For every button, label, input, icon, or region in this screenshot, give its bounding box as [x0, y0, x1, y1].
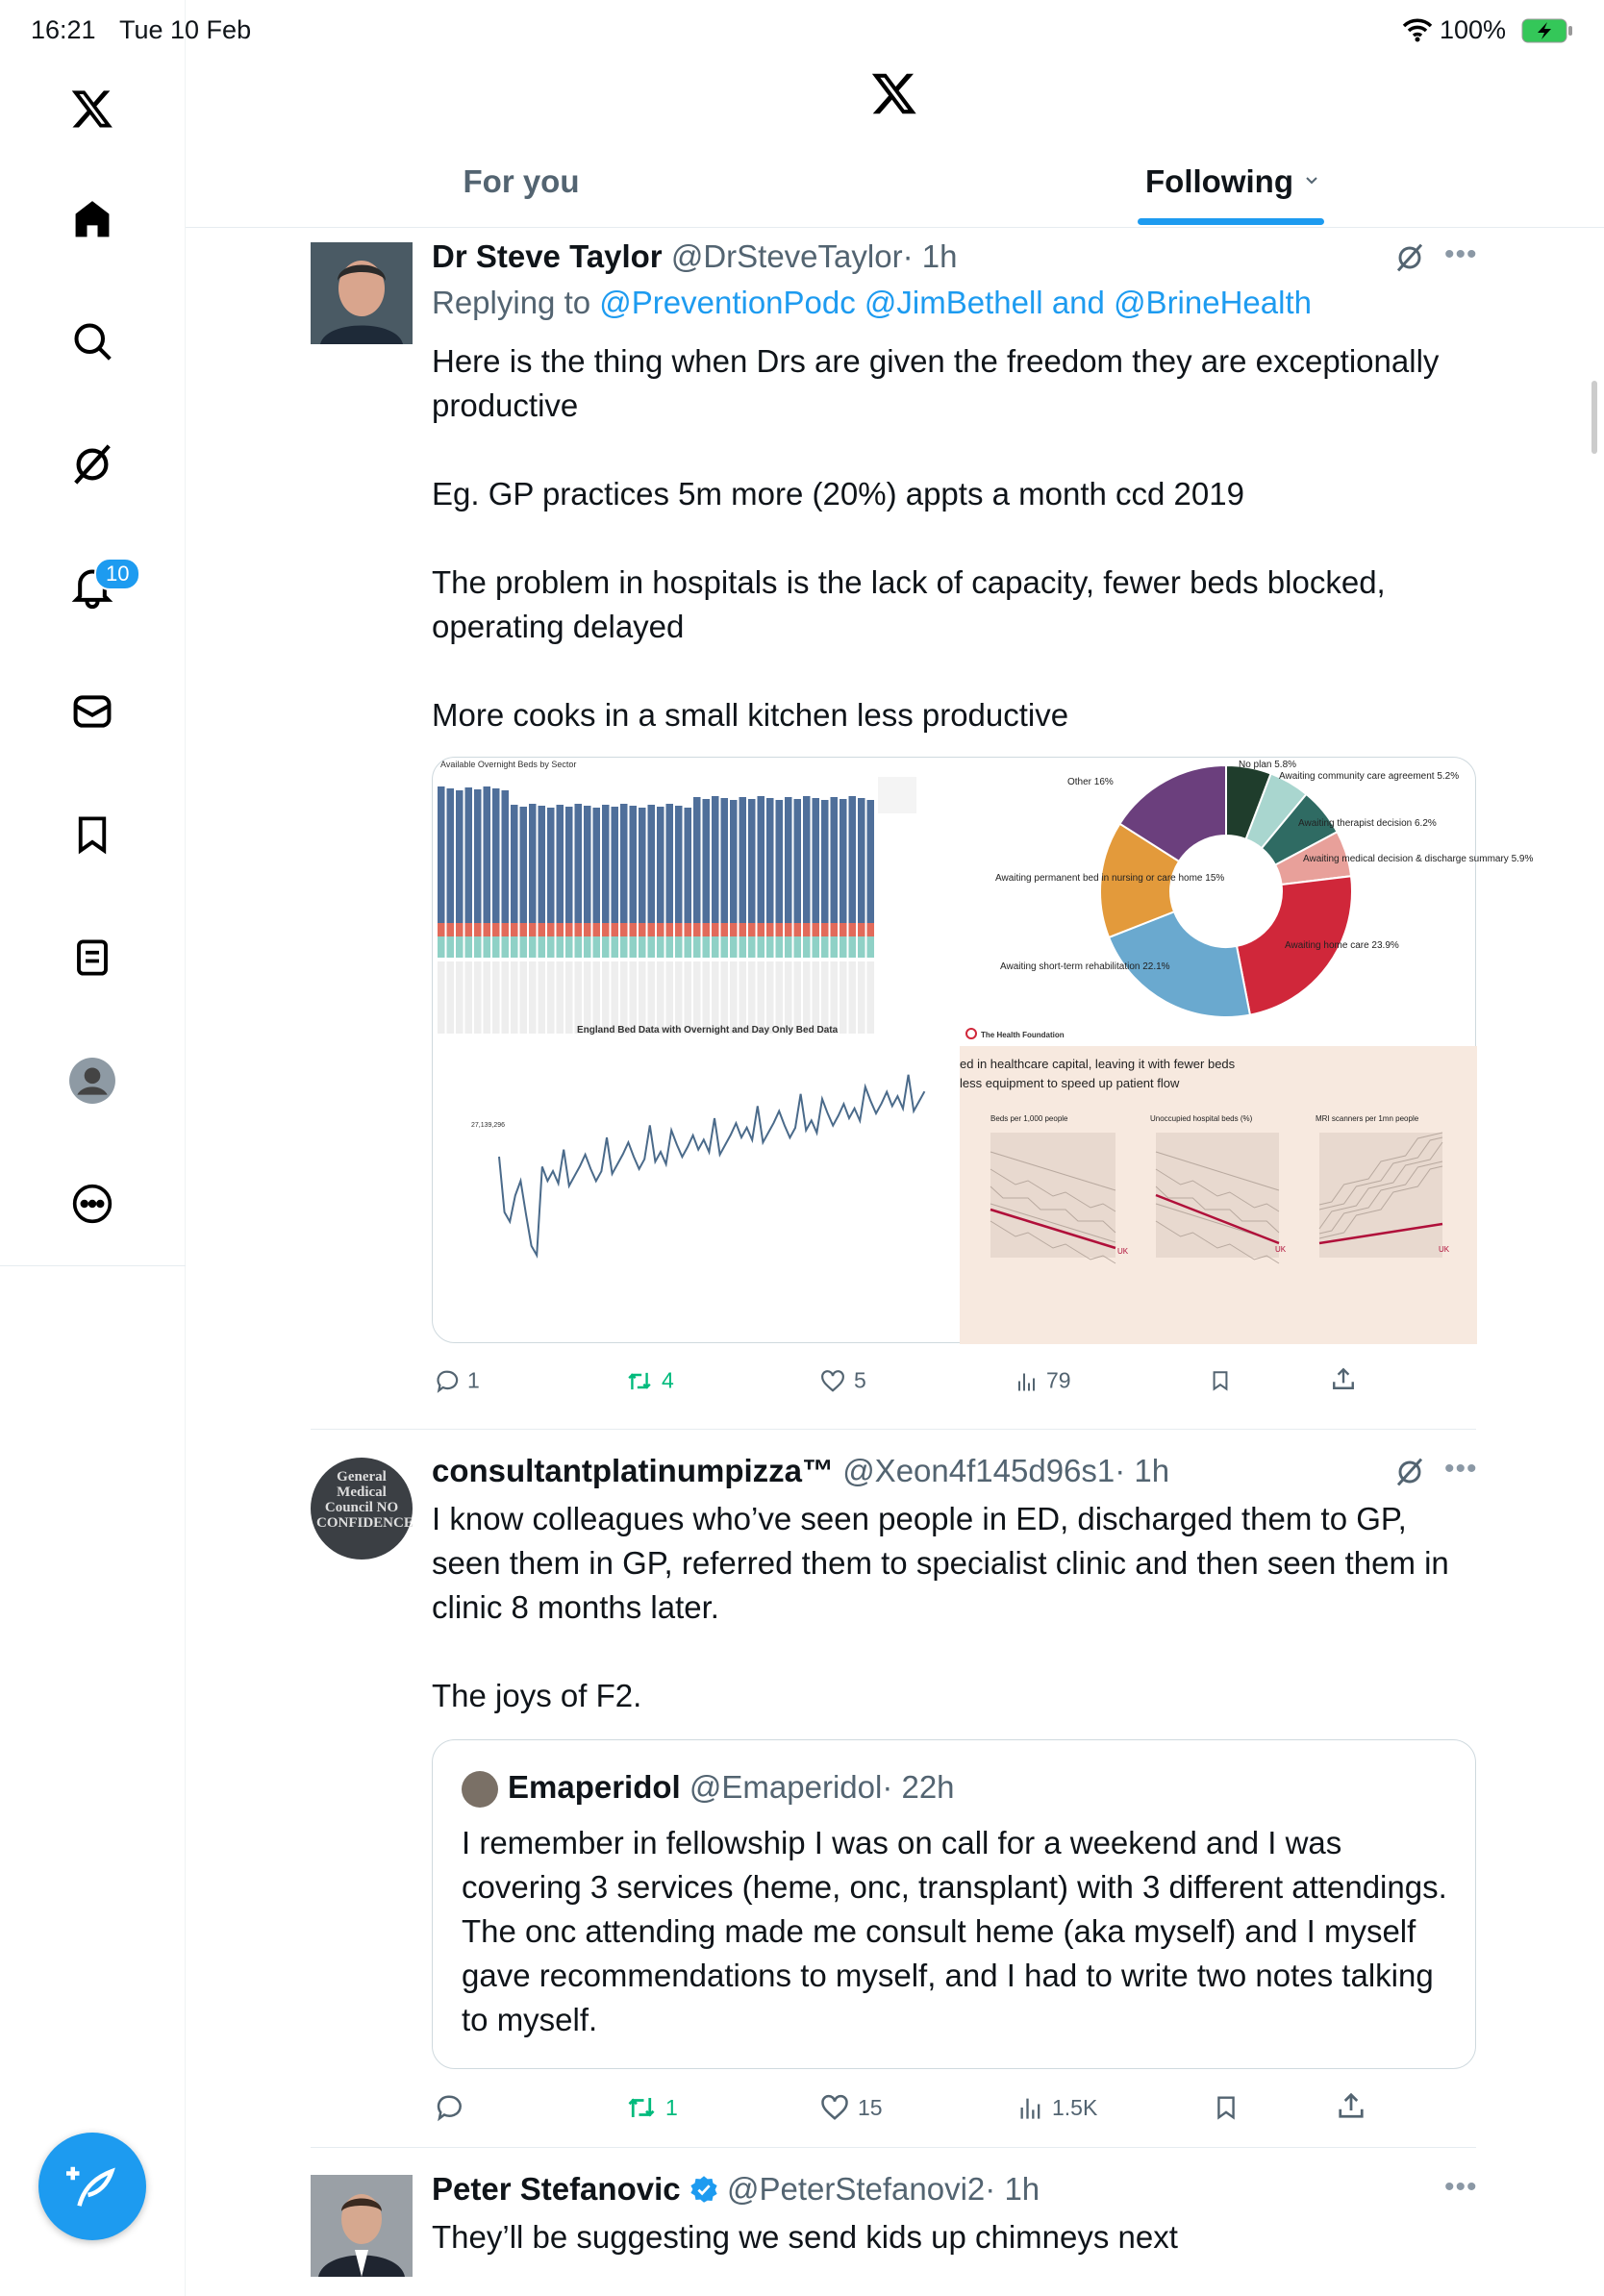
- bar: [703, 799, 711, 923]
- mention-link[interactable]: @PreventionPodc: [599, 285, 856, 320]
- avatar[interactable]: [311, 2175, 413, 2277]
- x-header-logo-icon[interactable]: [870, 69, 918, 122]
- bar-segment: [575, 923, 583, 936]
- bar-segment: [831, 936, 839, 958]
- bar-segment: [539, 936, 546, 958]
- bar: [693, 797, 701, 923]
- bar-segment: [867, 936, 875, 958]
- bar-label: [858, 961, 865, 1034]
- bar-label: [557, 961, 564, 1034]
- bar-segment: [520, 936, 528, 958]
- bar-label: [776, 961, 784, 1034]
- bar-segment: [803, 923, 811, 936]
- bar-segment: [456, 923, 464, 936]
- bar: [739, 797, 747, 923]
- bar-segment: [739, 923, 747, 936]
- bar-label: [693, 961, 701, 1034]
- bar-label: [739, 961, 747, 1034]
- bar: [438, 786, 445, 923]
- bar-segment: [438, 936, 445, 958]
- bar-label: [511, 961, 518, 1034]
- uk-label: UK: [1117, 1247, 1129, 1256]
- messages-icon[interactable]: [63, 683, 121, 740]
- bar: [685, 808, 692, 923]
- bar-segment: [675, 923, 683, 936]
- compose-post-button[interactable]: [38, 2133, 146, 2240]
- bar-label: [685, 961, 692, 1034]
- bar-segment: [693, 936, 701, 958]
- bar-segment: [584, 936, 591, 958]
- bar-label: [766, 961, 774, 1034]
- bar-segment: [520, 923, 528, 936]
- panel-background: [1319, 1133, 1442, 1258]
- bar-chart-title: Available Overnight Beds by Sector: [440, 760, 577, 769]
- share-button[interactable]: [1331, 1366, 1356, 1391]
- active-tab-indicator: [1138, 218, 1324, 225]
- bar-segment: [593, 936, 601, 958]
- bar-segment: [748, 936, 756, 958]
- line-series: [499, 1075, 924, 1256]
- bar-segment: [529, 923, 537, 936]
- bar-segment: [539, 923, 546, 936]
- bar: [529, 804, 537, 923]
- bar: [821, 800, 829, 923]
- mention-link[interactable]: @BrineHealth: [1114, 285, 1312, 320]
- bar-segment: [813, 923, 820, 936]
- mention-link[interactable]: @JimBethell: [864, 285, 1043, 320]
- bar-label: [584, 961, 591, 1034]
- bar-segment: [794, 936, 802, 958]
- lists-icon[interactable]: [63, 929, 121, 986]
- bookmarks-icon[interactable]: [63, 806, 121, 863]
- bar-segment: [840, 923, 847, 936]
- bar-label: [474, 961, 482, 1034]
- donut-label: Awaiting permanent bed in nursing or care home 15%: [995, 873, 1225, 884]
- bar-segment: [511, 936, 518, 958]
- bar-segment: [630, 923, 638, 936]
- bar: [794, 799, 802, 923]
- bar-segment: [685, 936, 692, 958]
- views-button[interactable]: 79: [1015, 1368, 1071, 1394]
- bar: [484, 786, 491, 923]
- bar-segment: [474, 936, 482, 958]
- bar-segment: [447, 923, 455, 936]
- source-label: The Health Foundation: [981, 1031, 1065, 1039]
- bar: [539, 806, 546, 923]
- search-icon[interactable]: [63, 312, 121, 370]
- bar: [648, 805, 656, 923]
- bar-segment: [766, 923, 774, 936]
- repost-button[interactable]: 4: [625, 1368, 674, 1394]
- bar: [511, 805, 518, 923]
- bar-segment: [565, 936, 573, 958]
- bar: [612, 807, 619, 923]
- bar-label: [803, 961, 811, 1034]
- bar-segment: [785, 936, 792, 958]
- bar-label: [748, 961, 756, 1034]
- bar-label: [612, 961, 619, 1034]
- bar: [447, 788, 455, 923]
- bar: [766, 798, 774, 923]
- bar-label: [438, 961, 445, 1034]
- ft-chart-title: ed in healthcare capital, leaving it with fewer beds: [960, 1057, 1236, 1071]
- bar: [758, 796, 765, 923]
- bar: [465, 787, 473, 923]
- bar: [666, 804, 674, 923]
- bar-segment: [712, 936, 719, 958]
- like-button[interactable]: 15: [819, 2093, 883, 2122]
- replying-to: Replying to @PreventionPodc @JimBethell and @BrineHealth: [432, 285, 1312, 320]
- bar-segment: [721, 936, 729, 958]
- grok-icon[interactable]: [63, 436, 121, 493]
- bar-segment: [703, 936, 711, 958]
- bar-label: [831, 961, 839, 1034]
- scrollbar[interactable]: [1591, 381, 1597, 454]
- x-logo-icon[interactable]: [63, 80, 121, 137]
- bar-label: [639, 961, 646, 1034]
- bar-segment: [721, 923, 729, 936]
- bar-segment: [465, 923, 473, 936]
- home-icon[interactable]: [63, 190, 121, 248]
- tweet-author-name[interactable]: Dr Steve Taylor @DrSteveTaylor· 1h: [432, 238, 958, 274]
- sidebar: [0, 0, 186, 2296]
- bar: [639, 808, 646, 923]
- status-time: 16:21: [31, 15, 96, 44]
- quote-tweet[interactable]: [432, 1739, 1476, 2069]
- bar-segment: [766, 936, 774, 958]
- bar-segment: [776, 936, 784, 958]
- bar-label: [565, 961, 573, 1034]
- like-button[interactable]: 5: [819, 1368, 866, 1394]
- bar: [657, 807, 664, 923]
- bar-segment: [602, 936, 610, 958]
- battery-icon: [1521, 18, 1573, 48]
- bar-label: [456, 961, 464, 1034]
- grok-icon[interactable]: [1394, 242, 1425, 278]
- bar-segment: [712, 923, 719, 936]
- donut-label: Awaiting medical decision & discharge summary 5.9%: [1303, 854, 1534, 864]
- line-chart-label: 27,139,296: [471, 1122, 506, 1129]
- donut-label: Awaiting therapist decision 6.2%: [1298, 818, 1437, 829]
- bar: [867, 800, 875, 923]
- bar-segment: [730, 936, 738, 958]
- bar-segment: [748, 923, 756, 936]
- bar-segment: [438, 923, 445, 936]
- bar-segment: [703, 923, 711, 936]
- bar-segment: [620, 936, 628, 958]
- bar: [584, 806, 591, 923]
- bar-segment: [821, 936, 829, 958]
- bar-label: [539, 961, 546, 1034]
- source-logo-icon: [966, 1029, 976, 1038]
- uk-label: UK: [1275, 1245, 1287, 1254]
- bar: [630, 806, 638, 923]
- tweet-media[interactable]: [432, 757, 1534, 1343]
- more-icon[interactable]: •••: [1444, 2171, 1478, 2203]
- panel-background: [1156, 1133, 1279, 1258]
- bar-segment: [831, 923, 839, 936]
- bar: [803, 796, 811, 923]
- bar-segment: [612, 936, 619, 958]
- views-button[interactable]: 1.5K: [1017, 2094, 1097, 2121]
- bar-segment: [858, 923, 865, 936]
- bar-segment: [803, 936, 811, 958]
- bar-segment: [630, 936, 638, 958]
- bar-segment: [492, 936, 500, 958]
- bar-segment: [849, 923, 857, 936]
- bar-label: [813, 961, 820, 1034]
- donut-label: Awaiting short-term rehabilitation 22.1%: [1000, 961, 1170, 972]
- bar-segment: [648, 923, 656, 936]
- bar-label: [630, 961, 638, 1034]
- bar: [557, 805, 564, 923]
- notification-badge: 10: [94, 558, 140, 590]
- bar-label: [867, 961, 875, 1034]
- ft-chart-subtitle: less equipment to speed up patient flow: [960, 1076, 1180, 1090]
- bar-segment: [492, 923, 500, 936]
- bar-label: [703, 961, 711, 1034]
- avatar[interactable]: [311, 1458, 413, 1560]
- bar: [831, 797, 839, 923]
- bar-segment: [502, 936, 510, 958]
- bar: [675, 806, 683, 923]
- bar-label: [758, 961, 765, 1034]
- bar-label: [620, 961, 628, 1034]
- quote-avatar: [462, 1771, 498, 1808]
- bar: [474, 789, 482, 923]
- bar-segment: [547, 936, 555, 958]
- tweet-text: Here is the thing when Drs are given the freedom they are exceptionally productive Eg. GP practices 5m more (20%) appts a month ccd 2019 The problem in hospitals is the lack of capacity, fewer beds blocked, operating delayed More cooks in a small kitchen less productive: [432, 343, 1440, 733]
- bar-segment: [474, 923, 482, 936]
- bar-segment: [785, 923, 792, 936]
- bar-segment: [657, 936, 664, 958]
- bar-segment: [511, 923, 518, 936]
- bar-segment: [821, 923, 829, 936]
- ft-panel-title: Unoccupied hospital beds (%): [1150, 1114, 1253, 1123]
- bar-segment: [685, 923, 692, 936]
- bar: [785, 797, 792, 923]
- bar: [620, 804, 628, 923]
- avatar-text: General Medical Council NO CONFIDENCE: [316, 1469, 414, 1531]
- bookmark-button[interactable]: [1210, 1368, 1231, 1393]
- avatar[interactable]: [311, 242, 413, 344]
- bar-segment: [657, 923, 664, 936]
- bar-segment: [529, 936, 537, 958]
- bar-segment: [593, 923, 601, 936]
- bar-label: [657, 961, 664, 1034]
- bar-segment: [739, 936, 747, 958]
- bar-label: [785, 961, 792, 1034]
- bar-label: [721, 961, 729, 1034]
- bar: [721, 798, 729, 923]
- quote-text: I remember in fellowship I was on call for a weekend and I was covering 3 services (heme, onc, transplant) with 3 different attendings. The onc attending made me consult heme (aka myself) and I myself gave recommendations to myself, and I had to write two notes talking to myself.: [462, 1825, 1456, 2037]
- donut-label: Awaiting home care 23.9%: [1285, 940, 1399, 951]
- bar-label: [821, 961, 829, 1034]
- bar-segment: [675, 936, 683, 958]
- bar-label: [794, 961, 802, 1034]
- bar-segment: [639, 923, 646, 936]
- tweet-text: I know colleagues who’ve seen people in ED, discharged them to GP, seen them in GP, referred them to specialist clinic and then seen them in clinic 8 months later. The joys of F2.: [432, 1501, 1449, 1713]
- bar-segment: [557, 923, 564, 936]
- bar-segment: [547, 923, 555, 936]
- bar-segment: [849, 936, 857, 958]
- bar: [575, 804, 583, 923]
- grok-icon[interactable]: [1394, 1457, 1425, 1492]
- bar-segment: [557, 936, 564, 958]
- bar-label: [840, 961, 847, 1034]
- bar: [520, 807, 528, 923]
- bar-segment: [758, 923, 765, 936]
- wifi-icon: [1402, 17, 1433, 47]
- bar-segment: [858, 936, 865, 958]
- bar-label: [575, 961, 583, 1034]
- bar-label: [730, 961, 738, 1034]
- bar: [712, 796, 719, 923]
- bar-segment: [648, 936, 656, 958]
- bar-segment: [666, 936, 674, 958]
- bar-label: [547, 961, 555, 1034]
- bar-segment: [620, 923, 628, 936]
- bar-label: [492, 961, 500, 1034]
- donut-label: Other 16%: [1067, 777, 1114, 787]
- verified-badge-icon: [689, 2175, 718, 2204]
- bar: [492, 788, 500, 923]
- reply-button[interactable]: 1: [435, 1368, 480, 1394]
- bar-segment: [730, 923, 738, 936]
- bar-segment: [465, 936, 473, 958]
- bar-segment: [575, 936, 583, 958]
- bar-label: [675, 961, 683, 1034]
- bookmark-button[interactable]: [1214, 2093, 1239, 2122]
- bar-segment: [758, 936, 765, 958]
- bar-segment: [484, 923, 491, 936]
- bar-segment: [867, 923, 875, 936]
- line-chart-title: England Bed Data with Overnight and Day Only Bed Data: [577, 1025, 839, 1036]
- tweet-author-name[interactable]: Peter Stefanovic @PeterStefanovi2· 1h: [432, 2171, 1040, 2207]
- bar-segment: [840, 936, 847, 958]
- bar-segment: [484, 936, 491, 958]
- bar-segment: [666, 923, 674, 936]
- bar-segment: [584, 923, 591, 936]
- share-button[interactable]: [1337, 2091, 1366, 2120]
- bar-segment: [447, 936, 455, 958]
- bar-label: [447, 961, 455, 1034]
- chevron-down-icon[interactable]: [1302, 171, 1321, 195]
- more-icon[interactable]: •••: [1444, 238, 1478, 270]
- bar: [776, 800, 784, 923]
- quote-author-name: Emaperidol @Emaperidol· 22h: [508, 1769, 955, 1805]
- bar: [849, 796, 857, 923]
- repost-button[interactable]: 1: [625, 2093, 678, 2122]
- bar-segment: [502, 923, 510, 936]
- battery-percent: 100%: [1440, 15, 1507, 44]
- bar-segment: [639, 936, 646, 958]
- bar: [730, 800, 738, 923]
- tweet-text: They’ll be suggesting we send kids up chimneys next: [432, 2219, 1178, 2255]
- bar-label: [712, 961, 719, 1034]
- tab-for-you[interactable]: For you: [463, 163, 580, 199]
- bar: [813, 798, 820, 923]
- status-date: Tue 10 Feb: [119, 15, 252, 44]
- uk-label: UK: [1439, 1245, 1450, 1254]
- bar: [593, 808, 601, 923]
- bar: [858, 798, 865, 923]
- bar-label: [648, 961, 656, 1034]
- bar: [502, 790, 510, 923]
- donut-label: No plan 5.8%: [1239, 760, 1297, 770]
- bar-segment: [794, 923, 802, 936]
- more-icon[interactable]: •••: [1444, 1453, 1478, 1485]
- bar: [565, 807, 573, 923]
- ft-panel-title: MRI scanners per 1mn people: [1316, 1114, 1419, 1123]
- bar-segment: [813, 936, 820, 958]
- bar-label: [849, 961, 857, 1034]
- more-options-icon[interactable]: [63, 1175, 121, 1233]
- bar: [748, 799, 756, 923]
- bar: [456, 790, 464, 923]
- tab-following[interactable]: Following: [1145, 163, 1293, 199]
- bar-label: [593, 961, 601, 1034]
- bar-segment: [456, 936, 464, 958]
- ft-panel-title: Beds per 1,000 people: [990, 1114, 1068, 1123]
- bar-label: [465, 961, 473, 1034]
- tweet-author-name[interactable]: consultantplatinumpizza™ @Xeon4f145d96s1· 1h: [432, 1453, 1170, 1488]
- profile-avatar[interactable]: [63, 1052, 121, 1110]
- bar-label: [502, 961, 510, 1034]
- bar-segment: [776, 923, 784, 936]
- donut-label: Awaiting community care agreement 5.2%: [1279, 771, 1460, 782]
- bar-segment: [612, 923, 619, 936]
- panel-background: [990, 1133, 1115, 1258]
- bar-label: [602, 961, 610, 1034]
- bar-label: [666, 961, 674, 1034]
- bar: [602, 805, 610, 923]
- bar: [840, 799, 847, 923]
- bar: [547, 808, 555, 923]
- bar-segment: [602, 923, 610, 936]
- bar-label: [484, 961, 491, 1034]
- bar-label: [520, 961, 528, 1034]
- reply-button[interactable]: [435, 2093, 471, 2122]
- bar-segment: [565, 923, 573, 936]
- bar-label: [529, 961, 537, 1034]
- bar-segment: [693, 923, 701, 936]
